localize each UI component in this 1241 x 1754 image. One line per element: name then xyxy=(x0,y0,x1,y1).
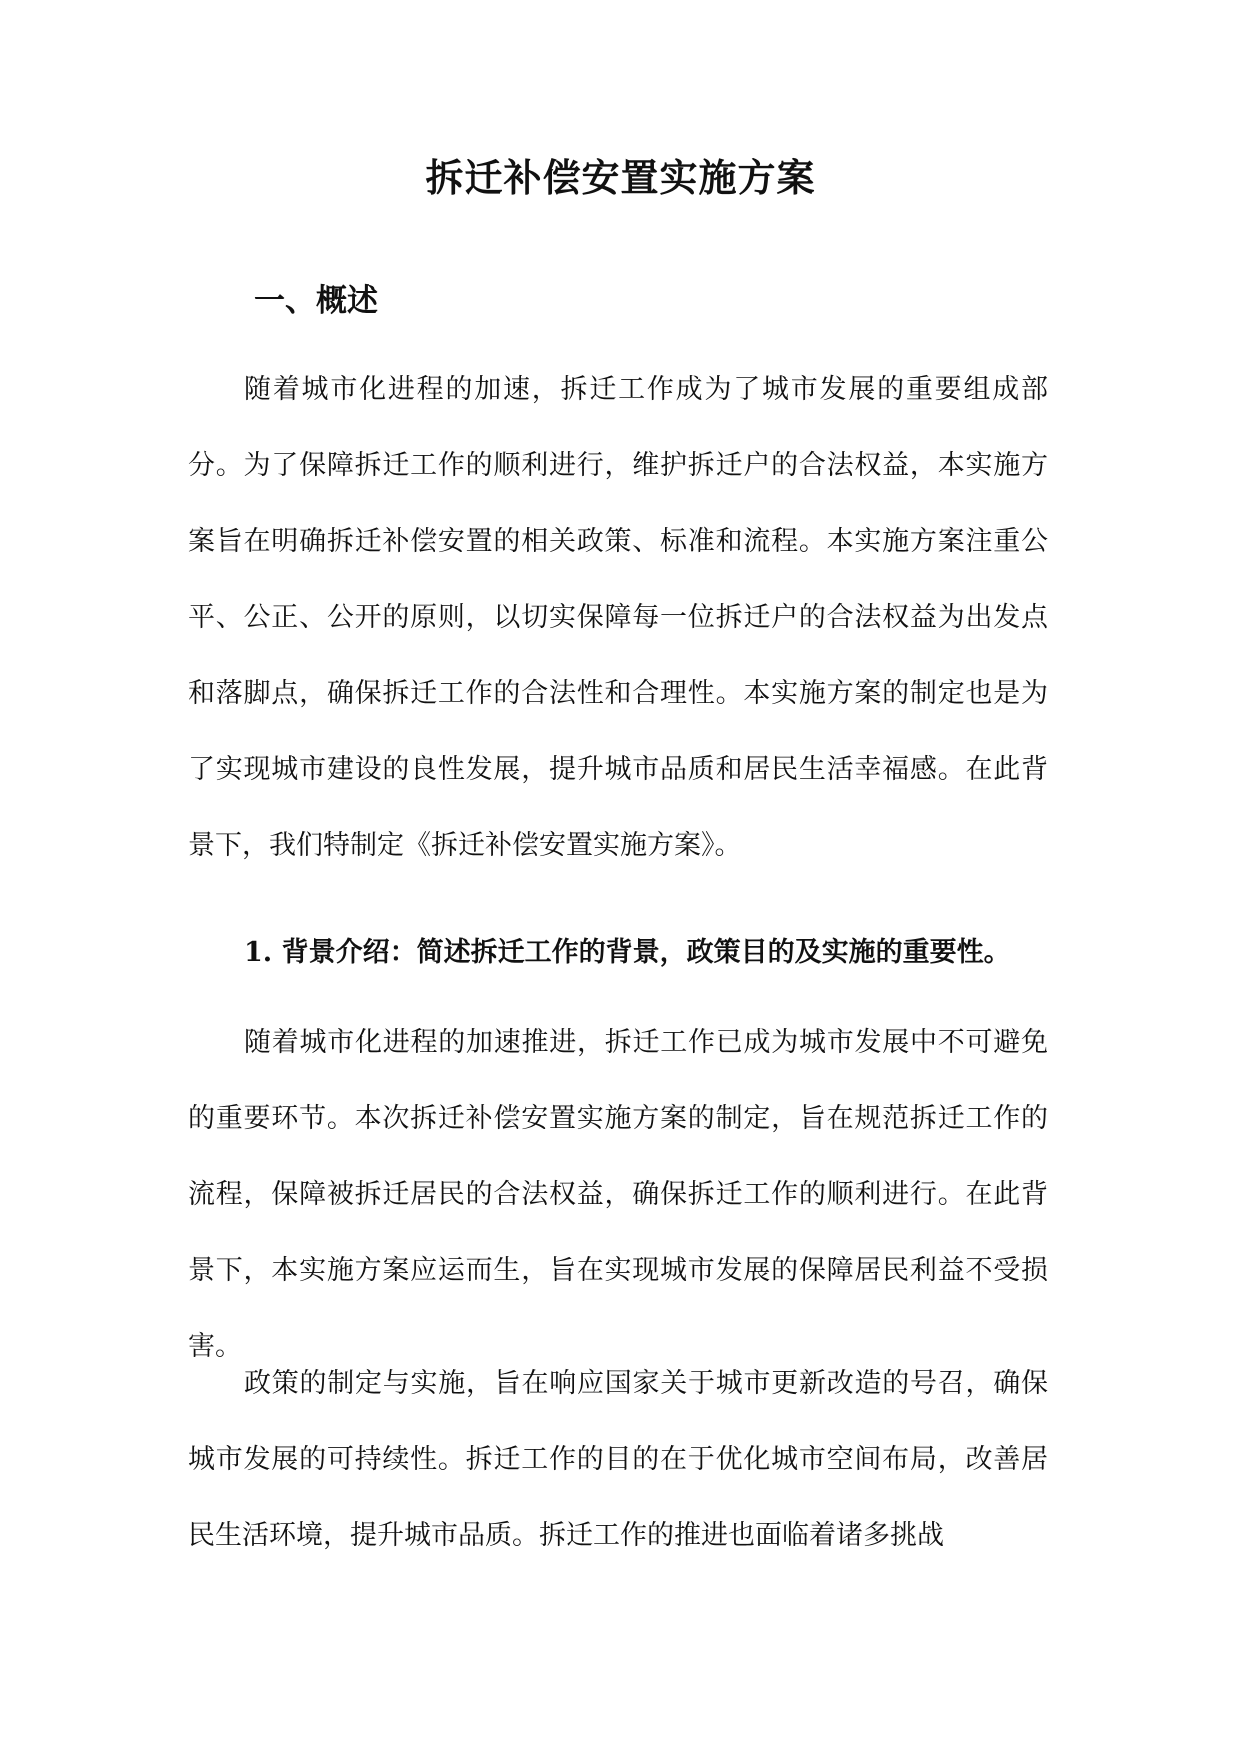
background-paragraph-1: 随着城市化进程的加速推进，拆迁工作已成为城市发展中不可避免的重要环节。本次拆迁补偿安置实施方案的制定，旨在规范拆迁工作的流程，保障被拆迁居民的合法权益，确保拆迁工作的顺利进行。在此背景下，本实施方案应运而生，旨在实现城市发展的保障居民利益不受损害。 xyxy=(188,1027,1048,1362)
document-title: 拆迁补偿安置实施方案 xyxy=(425,155,816,200)
subsection-heading-background: 1. 背景介绍：简述拆迁工作的背景，政策目的及实施的重要性。 xyxy=(244,937,1011,968)
section-heading-overview: 一、概述 xyxy=(254,283,378,319)
overview-paragraph: 随着城市化进程的加速，拆迁工作成为了城市发展的重要组成部分。为了保障拆迁工作的顺利进行，维护拆迁户的合法权益，本实施方案旨在明确拆迁补偿安置的相关政策、标准和流程。本实施方案注重公平、公正、公开的原则，以切实保障每一位拆迁户的合法权益为出发点和落脚点，确保拆迁工作的合法性和合理性。本实施方案的制定也是为了实现城市建设的良性发展，提升城市品质和居民生活幸福感。在此背景下，我们特制定《拆迁补偿安置实施方案》。 xyxy=(188,374,1048,861)
background-paragraph-2: 政策的制定与实施，旨在响应国家关于城市更新改造的号召，确保城市发展的可持续性。拆迁工作的目的在于优化城市空间布局，改善居民生活环境，提升城市品质。拆迁工作的推进也面临着诸多挑战 xyxy=(188,1368,1048,1551)
